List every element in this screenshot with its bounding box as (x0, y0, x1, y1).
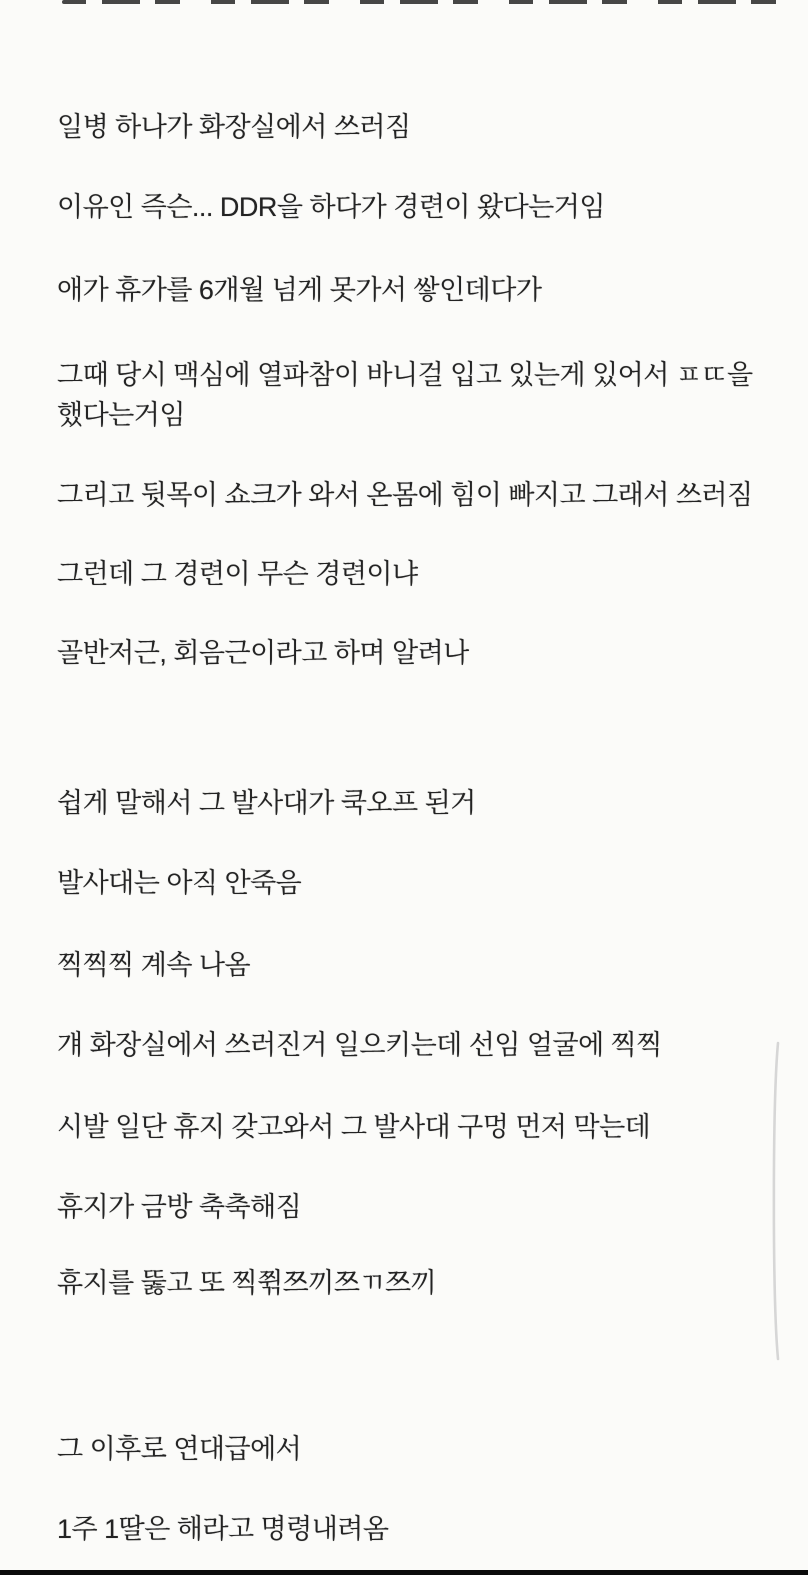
cropped-text-top (62, 0, 798, 4)
post-line: 1주 1딸은 해라고 명령내려옴 (57, 1514, 389, 1544)
post-line: 일병 하나가 화장실에서 쓰러짐 (57, 112, 411, 142)
bottom-bar (0, 1570, 808, 1575)
post-line: 시발 일단 휴지 갖고와서 그 발사대 구멍 먼저 막는데 (57, 1112, 651, 1142)
post-line: 이유인 즉슨... DDR을 하다가 경련이 왔다는거임 (57, 192, 605, 222)
post-line: 걔 화장실에서 쓰러진거 일으키는데 선임 얼굴에 찍찍 (57, 1030, 662, 1060)
post-line: 골반저근, 회음근이라고 하며 알려나 (57, 638, 469, 668)
post-line: 휴지를 뚫고 또 찍쮞쯔끼쯔ㄲ쯔끼 (57, 1268, 437, 1298)
post-line: 그리고 뒷목이 쇼크가 와서 온몸에 힘이 빠지고 그래서 쓰러짐 (57, 480, 753, 510)
post-line: 발사대는 아직 안죽음 (57, 868, 302, 898)
post-line: 그때 당시 맥심에 열파참이 바니걸 입고 있는게 있어서 ㅍㄸ을 (57, 360, 753, 390)
post-line: 애가 휴가를 6개월 넘게 못가서 쌓인데다가 (57, 275, 542, 305)
post-line: 휴지가 금방 축축해짐 (57, 1192, 302, 1222)
post-line: 그 이후로 연대급에서 (57, 1434, 302, 1464)
post-line: 그런데 그 경련이 무슨 경련이냐 (57, 559, 418, 589)
post-line: 찍찍찍 계속 나옴 (57, 950, 251, 980)
scrollbar-thumb[interactable] (769, 1041, 781, 1361)
post-line: 했다는거임 (57, 400, 185, 430)
post-line: 쉽게 말해서 그 발사대가 쿡오프 된거 (57, 788, 476, 818)
